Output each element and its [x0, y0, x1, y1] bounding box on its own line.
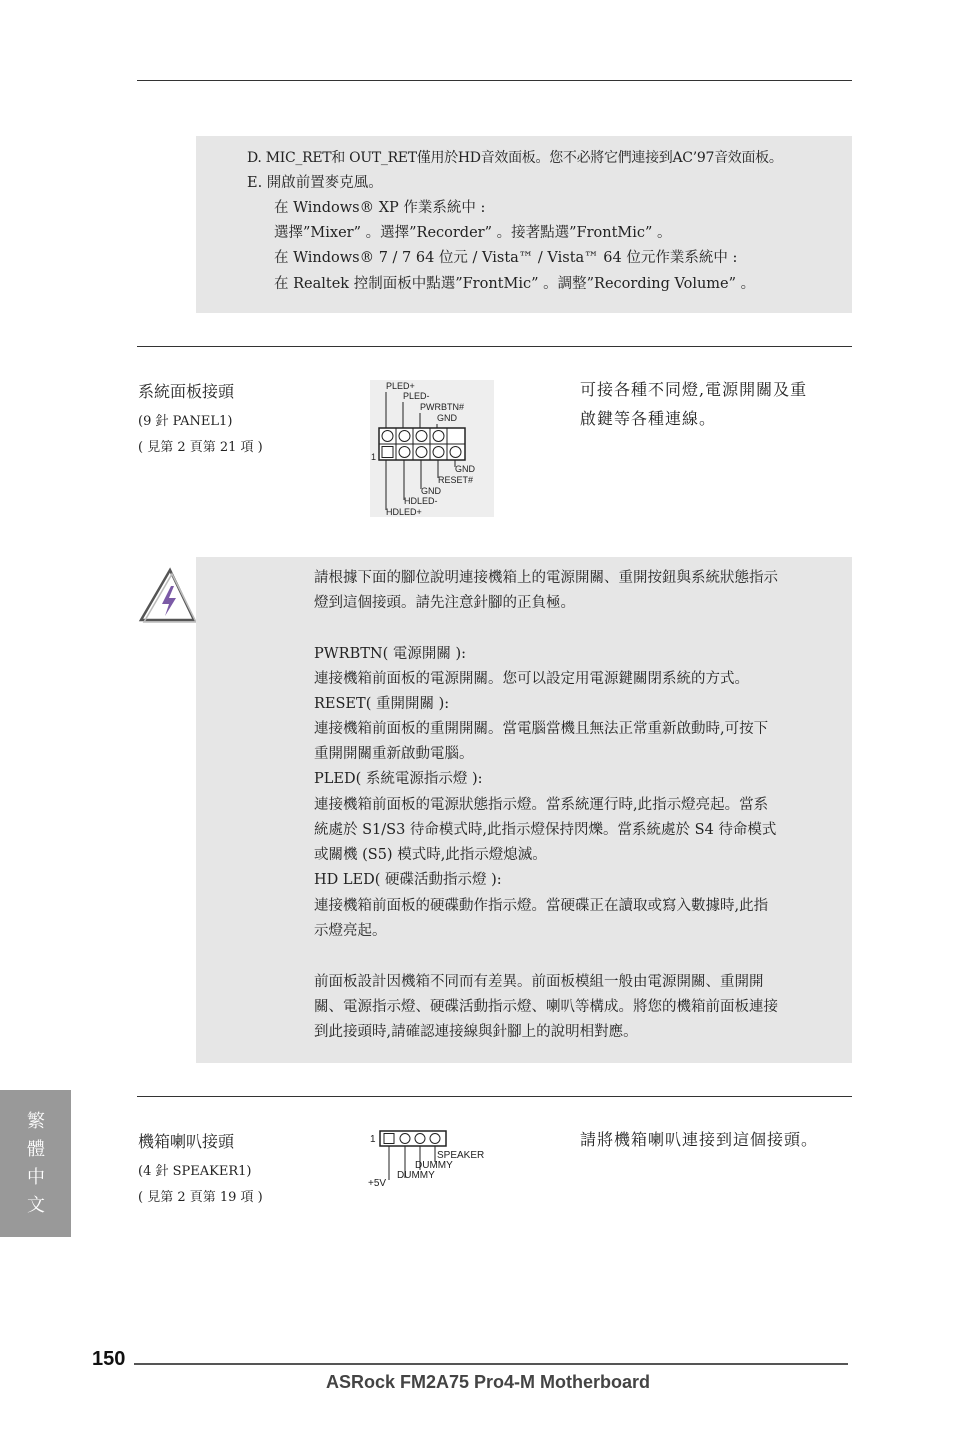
reset-description-1: 連接機箱前面板的重開開關。當電腦當機且無法正常重新啟動時,可按下 — [314, 721, 769, 737]
hdled-heading: HD LED( 硬碟活動指示燈 ): — [314, 872, 502, 888]
speaker-connector-diagram — [366, 1128, 496, 1188]
hdled-description-2: 示燈亮起。 — [314, 923, 387, 939]
label-hdled-minus: HDLED- — [404, 496, 438, 506]
section-rule-speaker — [137, 1096, 852, 1097]
label-pled-minus: PLED- — [403, 391, 430, 401]
speaker-label-5v: +5V — [368, 1178, 387, 1188]
speaker-label-dummy-1: DUMMY — [415, 1160, 453, 1171]
note-line-2: 選擇”Mixer” 。選擇”Recorder” 。接著點選”FrontMic” 。 — [274, 225, 672, 241]
reset-description-2: 重開開關重新啟動電腦。 — [314, 746, 474, 762]
speaker-label-pin1: 1 — [370, 1134, 376, 1145]
panel-title: 系統面板接頭 — [138, 382, 235, 401]
note-line-d: D. MIC_RET和 OUT_RET僅用於HD音效面板。您不必將它們連接到AC’97音效面板。 — [247, 150, 783, 166]
label-gnd-bottom: GND — [455, 464, 475, 474]
footer-title: ASRock FM2A75 Pro4-M Motherboard — [326, 1372, 651, 1392]
side-tab-label: 繁體中文 — [27, 1111, 45, 1216]
label-reset: RESET# — [438, 475, 474, 485]
label-pled-plus: PLED+ — [386, 381, 415, 391]
panel-pins: (9 針 PANEL1) — [138, 414, 233, 429]
warning-intro-1: 請根據下面的腳位說明連接機箱上的電源開關、重開按鈕與系統狀態指示 — [314, 570, 778, 586]
warning-intro-2: 燈到這個接頭。請先注意針腳的正負極。 — [314, 595, 575, 611]
label-gnd-top: GND — [437, 413, 457, 423]
pled-heading: PLED( 系統電源指示燈 ): — [314, 771, 483, 787]
pled-description-2: 統處於 S1/S3 待命模式時,此指示燈保持閃爍。當系統處於 S4 待命模式 — [314, 822, 777, 838]
label-hdled-plus: HDLED+ — [386, 507, 422, 517]
footer-rule — [134, 1363, 848, 1365]
speaker-pins: (4 針 SPEAKER1) — [138, 1164, 252, 1179]
top-rule — [137, 80, 852, 81]
pled-description-1: 連接機箱前面板的電源狀態指示燈。當系統運行時,此指示燈亮起。當系 — [314, 797, 769, 813]
note-line-e: E. 開啟前置麥克風。 — [247, 175, 383, 191]
language-side-tab — [0, 1090, 71, 1237]
warning-note-3: 到此接頭時,請確認連接線與針腳上的說明相對應。 — [314, 1024, 638, 1040]
panel-description-1: 可接各種不同燈,電源開關及重 — [580, 380, 808, 399]
note-line-1: 在 Windows® XP 作業系統中 : — [274, 200, 486, 216]
reset-heading: RESET( 重開開關 ): — [314, 696, 450, 712]
panel-description-2: 啟鍵等各種連線。 — [580, 409, 717, 428]
pwrbtn-heading: PWRBTN( 電源開關 ): — [314, 646, 467, 662]
note-line-3: 在 Windows® 7 / 7 64 位元 / Vista™ / Vista™ 64 位元作業系統中 : — [274, 250, 738, 266]
note-line-4: 在 Realtek 控制面板中點選”FrontMic” 。調整”Recording Volume” 。 — [274, 276, 756, 292]
page-number: 150 — [92, 1348, 126, 1370]
label-gnd-2: GND — [421, 486, 441, 496]
section-rule-panel — [137, 346, 852, 347]
speaker-title: 機箱喇叭接頭 — [138, 1132, 235, 1151]
pled-description-3: 或關機 (S5) 模式時,此指示燈熄滅。 — [314, 847, 547, 863]
warning-note-2: 關、電源指示燈、硬碟活動指示燈、喇叭等構成。將您的機箱前面板連接 — [314, 999, 778, 1015]
label-pwrbtn: PWRBTN# — [420, 402, 465, 412]
panel1-connector-diagram — [370, 380, 494, 517]
speaker-ref: ( 見第 2 頁第 19 項 ) — [138, 1190, 263, 1205]
warning-note-1: 前面板設計因機箱不同而有差異。前面板模組一般由電源開關、重開開 — [314, 974, 764, 990]
speaker-label-speaker: SPEAKER — [437, 1150, 485, 1161]
hdled-description-1: 連接機箱前面板的硬碟動作指示燈。當硬碟正在讀取或寫入數據時,此指 — [314, 898, 769, 914]
panel-ref: ( 見第 2 頁第 21 項 ) — [138, 440, 263, 455]
pwrbtn-description: 連接機箱前面板的電源開關。您可以設定用電源鍵關閉系統的方式。 — [314, 671, 749, 687]
label-pin1: 1 — [371, 452, 377, 462]
speaker-description: 請將機箱喇叭連接到這個接頭。 — [580, 1130, 819, 1149]
speaker-label-dummy-2: DUMMY — [397, 1170, 435, 1181]
warning-icon — [138, 566, 198, 624]
